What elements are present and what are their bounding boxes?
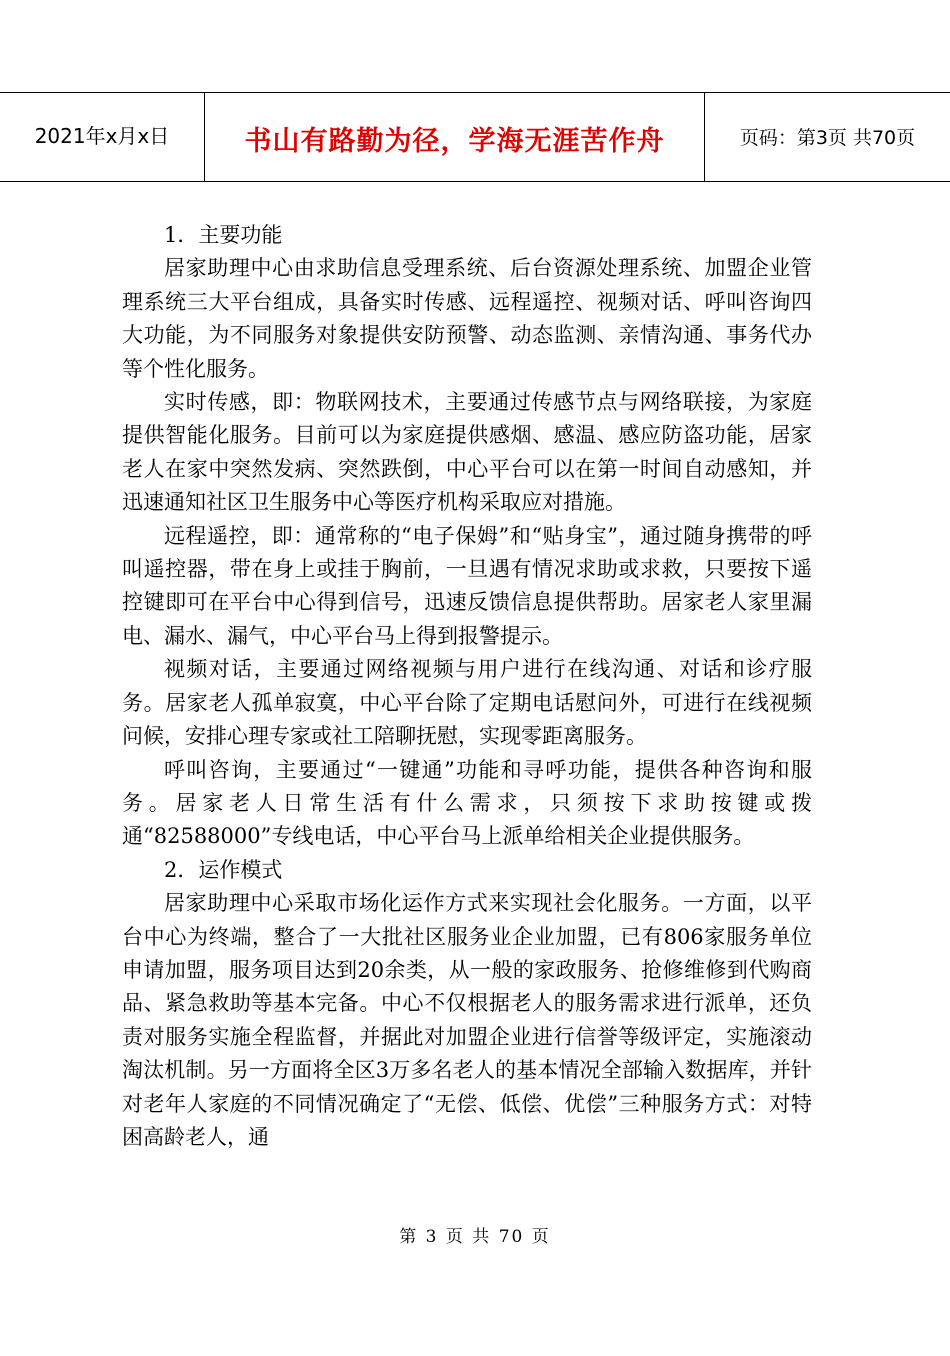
paragraph-realtime-sensing: 实时传感，即：物联网技术，主要通过传感节点与网络联接，为家庭提供智能化服务。目前可以为家庭提供感烟、感温、感应防盗功能，居家老人在家中突然发病、突然跌倒，中心平台可以在第一时间自动感知，并迅速通知社区卫生服务中心等医疗机构采取应对措施。 — [122, 390, 812, 515]
page-header — [0, 92, 950, 182]
paragraph-overview: 居家助理中心由求助信息受理系统、后台资源处理系统、加盟企业管理系统三大平台组成，具备实时传感、远程遥控、视频对话、呼叫咨询四大功能，为不同服务对象提供安防预警、动态监测、亲情沟通、事务代办等个性化服务。 — [122, 256, 812, 381]
document-body — [122, 219, 812, 1154]
header-page-info: 页码：第3页 共70页 — [739, 126, 916, 149]
header-date: 2021年x月x日 — [0, 93, 205, 181]
paragraph-video-dialogue: 视频对话，主要通过网络视频与用户进行在线沟通、对话和诊疗服务。居家老人孤单寂寞，中心平台除了定期电话慰问外，可进行在线视频问候，安排心理专家或社工陪聊抚慰，实现零距离服务。 — [122, 657, 812, 749]
header-motto: 书山有路勤为径，学海无涯苦作舟 — [205, 93, 705, 181]
paragraph-call-consulting: 呼叫咨询，主要通过“一键通”功能和寻呼功能，提供各种咨询和服务。居家老人日常生活有什么需求，只须按下求助按键或拨通“82588000”专线电话，中心平台马上派单给相关企业提供服务。 — [122, 757, 812, 849]
section-heading-operation-mode: 2．运作模式 — [164, 857, 283, 882]
paragraph-remote-control: 远程遥控，即：通常称的“电子保姆”和“贴身宝”，通过随身携带的呼叫遥控器，带在身上或挂于胸前，一旦遇有情况求助或求救，只要按下遥控键即可在平台中心得到信号，迅速反馈信息提供帮助。居家老人家里漏电、漏水、漏气，中心平台马上得到报警提示。 — [122, 523, 812, 648]
section-heading-main-functions: 1．主要功能 — [164, 223, 283, 247]
paragraph-operation-mode: 居家助理中心采取市场化运作方式来实现社会化服务。一方面，以平台中心为终端，整合了一大批社区服务业企业加盟，已有806家服务单位申请加盟，服务项目达到20余类，从一般的家政服务、抢修维修到代购商品、紧急救助等基本完备。中心不仅根据老人的服务需求进行派单，还负责对服务实施全程监督，并据此对加盟企业进行信誉等级评定，实施滚动淘汰机制。另一方面将全区3万多名老人的基本情况全部输入数据库，并针对老年人家庭的不同情况确定了“无偿、低偿、优偿”三种服务方式：对特困高龄老人，通 — [122, 891, 812, 1149]
page-footer: 第 3 页 共 70 页 — [399, 1227, 551, 1247]
